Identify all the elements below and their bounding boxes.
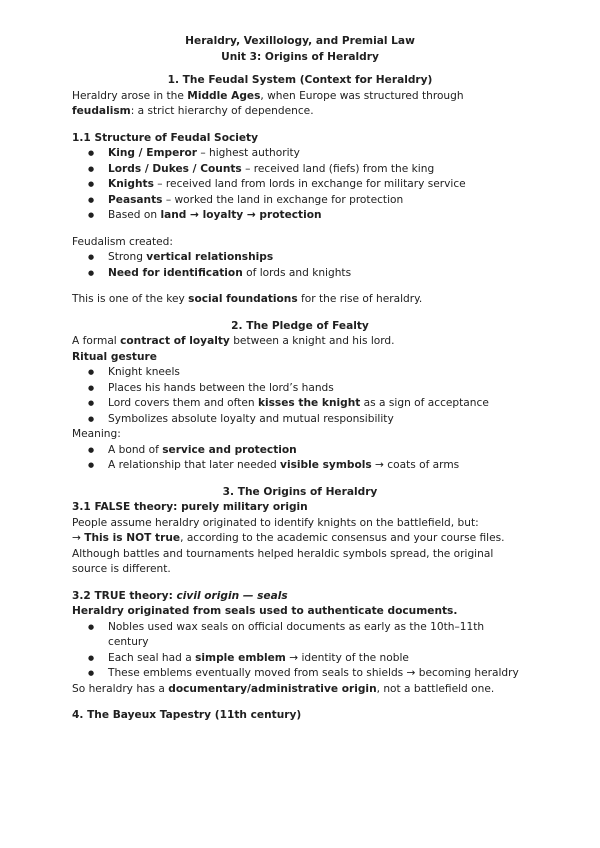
meaning-list [72,443,528,474]
doc-title: Heraldry, Vexillology, and Premial Law [185,35,415,47]
list-item: ● Lord covers them and often kisses the knight as a sign of acceptance [108,396,528,412]
true-theory-heading: 3.2 TRUE theory: civil origin — seals [72,589,288,602]
list-item: ● Each seal had a simple emblem → identity of the noble [108,651,528,667]
conclusion: So heraldry has a documentary/administrative origin, not a battlefield one. [72,682,495,695]
section-2-intro: A formal contract of loyalty between a knight and his lord. [72,335,395,347]
ritual-list [72,365,528,427]
feudalism-created-list [72,250,528,281]
list-item: ● Peasants – worked the land in exchange for protection [108,193,528,209]
false-theory-p3: Although battles and tournaments helped heraldic symbols spread, the original source is different. [72,547,494,575]
list-item: ● A bond of service and protection [108,443,528,459]
false-theory-p2: → This is NOT true, according to the academic consensus and your course files. [72,532,505,544]
list-item: ● A relationship that later needed visible symbols → coats of arms [108,458,528,474]
section-1-intro: Heraldry arose in the Middle Ages, when Europe was structured through feudalism: a strict hierarchy of dependence. [72,89,464,117]
section-1-1-heading: 1.1 Structure of Feudal Society [72,131,259,144]
social-foundation-note: This is one of the key social foundations for the rise of heraldry. [72,293,423,305]
false-theory-heading: 3.1 FALSE theory: purely military origin [72,501,308,513]
feudal-structure-list [72,146,528,224]
list-item: ● Nobles used wax seals on official documents as early as the 10th–11th century [108,620,528,651]
list-item: ● Lords / Dukes / Counts – received land (fiefs) from the king [108,162,528,178]
feudalism-created-label: Feudalism created: [72,235,173,248]
list-item: ● Symbolizes absolute loyalty and mutual responsibility [108,412,528,428]
list-item: ● Need for identification of lords and knights [108,266,528,282]
list-item: ● Knight kneels [108,365,528,381]
true-theory-lead: Heraldry originated from seals used to authenticate documents. [72,605,458,617]
meaning-label: Meaning: [72,428,121,440]
list-item: ● Knights – received land from lords in exchange for military service [108,177,528,193]
list-item: ● Strong vertical relationships [108,250,528,266]
doc-subtitle: Unit 3: Origins of Heraldry [221,50,379,63]
section-2-heading: 2. The Pledge of Fealty [231,319,369,332]
section-3-heading: 3. The Origins of Heraldry [222,485,378,498]
true-theory-list [72,620,528,682]
list-item: ● King / Emperor – highest authority [108,146,528,162]
ritual-gesture-label: Ritual gesture [72,350,157,363]
list-item: ● These emblems eventually moved from seals to shields → becoming heraldry [108,666,528,682]
false-theory-p1: People assume heraldry originated to identify knights on the battlefield, but: [72,516,479,529]
list-item: ● Places his hands between the lord’s hands [108,381,528,397]
section-4-heading: 4. The Bayeux Tapestry (11th century) [72,709,302,721]
section-1-heading: 1. The Feudal System (Context for Heraldry) [167,74,433,86]
list-item: ● Based on land → loyalty → protection [108,208,528,224]
